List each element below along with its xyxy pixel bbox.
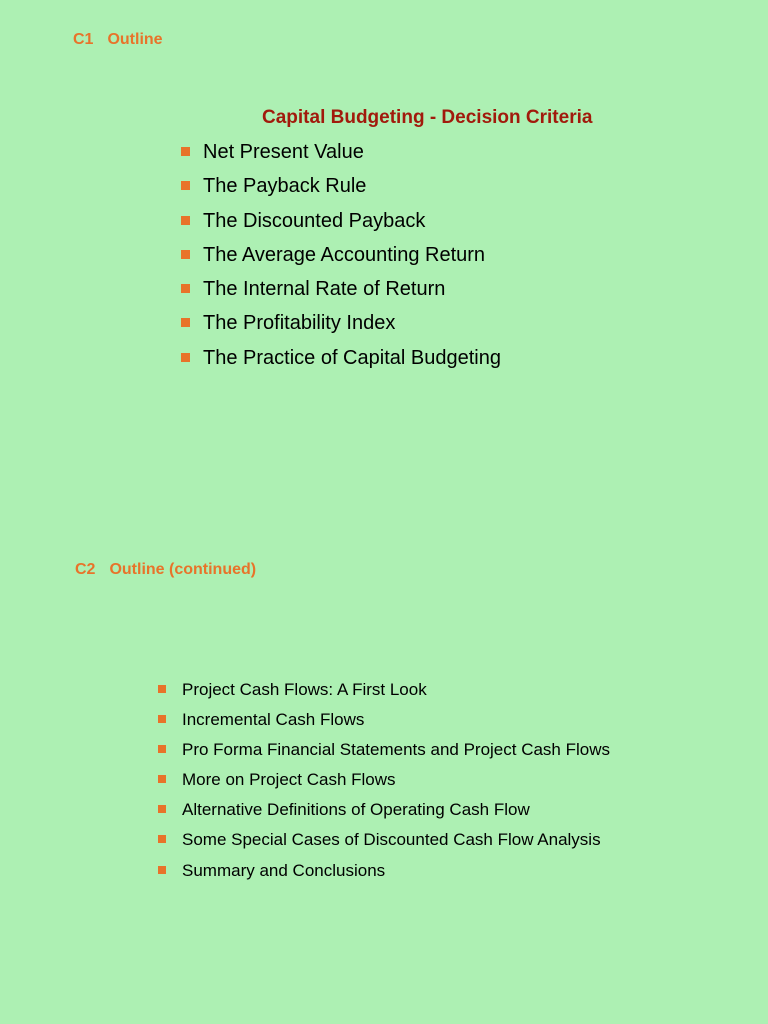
- list-item: [181, 174, 501, 208]
- list-item-text: The Average Accounting Return: [203, 243, 486, 266]
- list-item: [158, 799, 610, 829]
- section-title: Outline (continued): [109, 561, 257, 578]
- list-item-text: More on Project Cash Flows: [182, 770, 396, 790]
- section-code: C2: [75, 561, 96, 578]
- square-bullet-icon: [158, 835, 166, 843]
- outline-list-2: [158, 679, 610, 890]
- square-bullet-icon: [181, 318, 190, 327]
- section-title: Outline: [107, 31, 163, 48]
- list-item: [181, 209, 501, 243]
- slide-title: Capital Budgeting - Decision Criteria: [262, 107, 593, 128]
- list-item-text: Alternative Definitions of Operating Cash Flow: [182, 800, 530, 820]
- square-bullet-icon: [158, 685, 166, 693]
- list-item-text: Incremental Cash Flows: [182, 710, 365, 730]
- list-item: [158, 769, 610, 799]
- list-item: [181, 277, 501, 311]
- square-bullet-icon: [158, 745, 166, 753]
- list-item: [158, 829, 610, 859]
- section-label-c1: [73, 31, 163, 49]
- list-item: [181, 243, 501, 277]
- list-item-text: Net Present Value: [203, 141, 364, 163]
- list-item-text: Project Cash Flows: A First Look: [182, 680, 427, 699]
- list-item-text: Some Special Cases of Discounted Cash Flow Analysis: [182, 830, 601, 850]
- square-bullet-icon: [158, 866, 166, 874]
- square-bullet-icon: [181, 353, 190, 362]
- list-item: [158, 709, 610, 739]
- square-bullet-icon: [158, 715, 166, 723]
- list-item-text: The Payback Rule: [203, 175, 367, 198]
- section-code: C1: [73, 31, 94, 48]
- list-item: [181, 140, 501, 174]
- square-bullet-icon: [181, 147, 190, 156]
- list-item-text: Pro Forma Financial Statements and Project Cash Flows: [182, 740, 611, 760]
- square-bullet-icon: [181, 181, 190, 190]
- list-item-text: The Profitability Index: [203, 312, 396, 335]
- list-item-text: The Internal Rate of Return: [203, 278, 446, 301]
- square-bullet-icon: [181, 216, 190, 225]
- list-item: [158, 679, 610, 709]
- square-bullet-icon: [158, 775, 166, 783]
- list-item: [181, 346, 501, 380]
- outline-list-1: [181, 140, 501, 380]
- list-item-text: The Discounted Payback: [203, 209, 426, 232]
- list-item: [158, 860, 610, 890]
- list-item: [181, 311, 501, 345]
- section-label-c2: [75, 561, 256, 579]
- square-bullet-icon: [181, 284, 190, 293]
- list-item-text: The Practice of Capital Budgeting: [203, 346, 501, 369]
- list-item-text: Summary and Conclusions: [182, 860, 386, 880]
- square-bullet-icon: [181, 250, 190, 259]
- square-bullet-icon: [158, 805, 166, 813]
- list-item: [158, 739, 610, 769]
